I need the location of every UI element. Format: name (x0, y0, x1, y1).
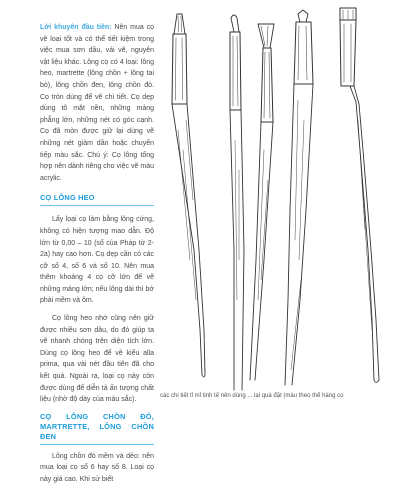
paragraph: Lấy loại cọ làm bằng lông cứng, không có hiện tượng mao dẫn. Độ lớn từ 0,00 – 10 (số của Pháp từ 2-2a) hay cao hơn. Cọ dẹp cần có các cỡ số 4, số 6 và số 10. Nên mua thêm khoảng 4 cọ cỡ lớn để vẽ những mảng lớn; nếu lông dài thì bớ phải mềm và ôm. (40, 216, 154, 305)
intro-body: Nên mua cọ vẽ loại tốt và có thể tiết kiệm trong việc mua sơn dầu, vải vẽ, nguyên vật liệu khác. Lông cọ có 4 loại: lông heo, martrette (lông chồn + lông tai bò), lông chồn đen, lông chồn đỏ. Cọ tròn dùng để vẽ chi tiết. Cọ dẹp dùng tô mặt nền, những mảng phẳng lớn, những nét có góc cạnh. Cọ đã mòn được giữ lại dùng vẽ những nét giảm dần hoặc chuyển tiếp màu sắc. Chú ý: Cọ lông tổng hợp nên dành riêng cho việc vẽ màu acrylic. (40, 24, 155, 182)
text-column (40, 22, 154, 492)
paragraph: Cọ lông heo nhớ cũng nên giữ được nhiều sơn dầu, do đó giúp ta vẽ nhanh chóng trên diện tích lớn. Dùng cọ lông heo để vẽ kiểu alla prima, qua vài nét đầu tiên đã cho kết quả. Ngoài ra, loại cọ này còn được dùng để diễn tả ấn tượng chất liệu (nhờ độ dày của màu sắc). (40, 315, 154, 404)
bottom-caption: các chi tiết tỉ mỉ tinh tế nên dùng ... lại quá đặt (màu theo thể hàng cọ (160, 393, 344, 399)
brush-sketch (172, 14, 205, 377)
brush-sketch (285, 10, 313, 385)
brush-sketch (340, 8, 379, 383)
section-heading-sable: CỌ LÔNG CHỒN ĐỎ, MARTRETTE, LÔNG CHỒN ĐEN (40, 412, 154, 445)
paragraph: Lông chồn đỏ mềm và dẻo: nên mua loại cọ số 6 hay số 8. Loại cọ này giá cao. Khi sử biết (40, 452, 154, 483)
intro-paragraph (40, 22, 154, 184)
brush-sketch (230, 15, 244, 390)
brush-sketch (250, 24, 274, 380)
brush-sketch-illustration (160, 0, 400, 400)
section-heading-hog-bristle: CỌ LÔNG HEO (40, 193, 154, 206)
intro-lead: Lời khuyên đầu tiên: (40, 24, 112, 31)
